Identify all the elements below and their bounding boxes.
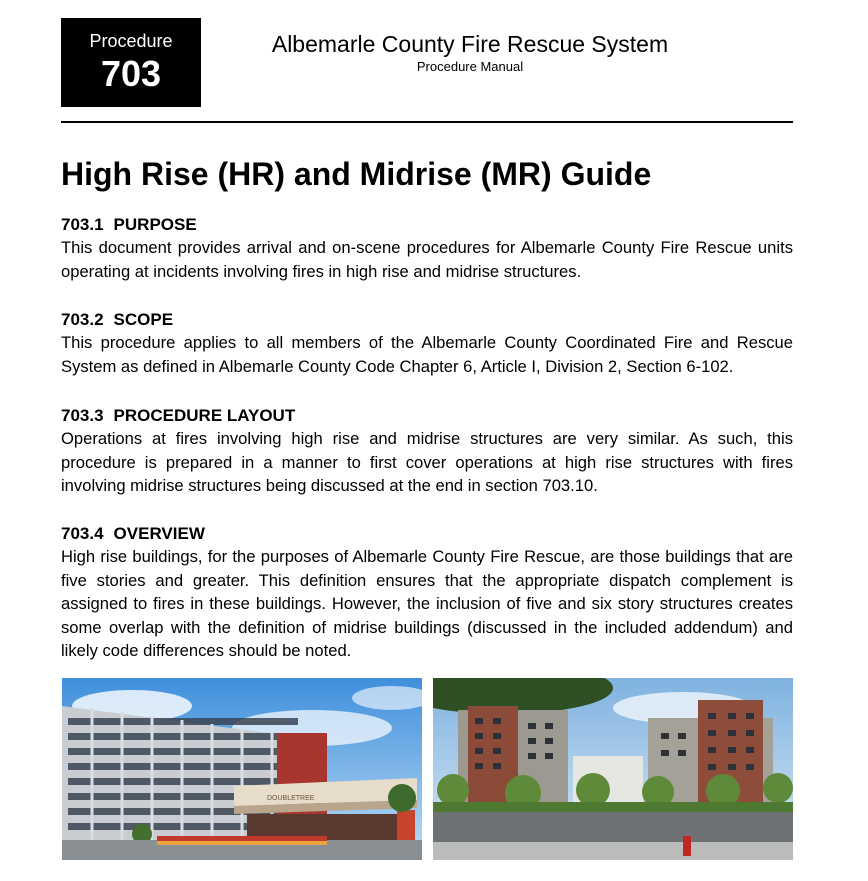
section-heading — [61, 214, 793, 236]
section-overview — [61, 523, 793, 663]
section-number: 703.4 — [61, 524, 104, 543]
org-title: Albemarle County Fire Rescue System — [271, 31, 669, 57]
section-title: OVERVIEW — [113, 524, 205, 543]
section-number: 703.3 — [61, 406, 104, 425]
document-header — [230, 30, 710, 75]
section-title: PURPOSE — [113, 215, 197, 234]
procedure-number: 703 — [100, 53, 162, 94]
section-procedure-layout — [61, 405, 793, 498]
section-purpose — [61, 214, 793, 283]
midrise-apartments-photo — [433, 678, 793, 860]
section-body: This procedure applies to all members of the Albemarle County Coordinated Fire and Rescue System as defined in Albemarle County Code Chapter 6, Article I, Division 2, Section 6-102. — [61, 333, 793, 376]
hotel-sign: DOUBLETREE — [267, 795, 315, 802]
page-title: High Rise (HR) and Midrise (MR) Guide — [61, 156, 652, 192]
section-heading — [61, 523, 793, 545]
section-heading — [61, 309, 793, 331]
procedure-label: Procedure — [89, 31, 173, 51]
section-body: High rise buildings, for the purposes of Albemarle County Fire Rescue, are those buildings that are five stories and greater. This definition ensures that the appropriate dispatch complement is assigned to fires in these buildings. However, the inclusion of five and six story structures creates some overlap with the definition of midrise buildings (discussed in the included addendum) and likely code differences should be noted. — [61, 547, 793, 661]
section-title: PROCEDURE LAYOUT — [113, 406, 296, 425]
section-title: SCOPE — [113, 310, 174, 329]
section-heading — [61, 405, 793, 427]
high-rise-hotel-photo — [62, 678, 422, 860]
section-body: This document provides arrival and on-scene procedures for Albemarle County Fire Rescue units operating at incidents involving fires in high rise and midrise structures. — [61, 238, 793, 281]
procedure-number-box — [61, 18, 201, 107]
section-number: 703.2 — [61, 310, 104, 329]
org-subtitle: Procedure Manual — [416, 59, 524, 74]
section-scope — [61, 309, 793, 378]
section-number: 703.1 — [61, 215, 104, 234]
header-divider — [61, 121, 793, 123]
section-body: Operations at fires involving high rise and midrise structures are very similar. As such, this procedure is prepared in a manner to first cover operations at high rise structures with fires involving midrise structures being discussed at the end in section 703.10. — [61, 429, 793, 496]
